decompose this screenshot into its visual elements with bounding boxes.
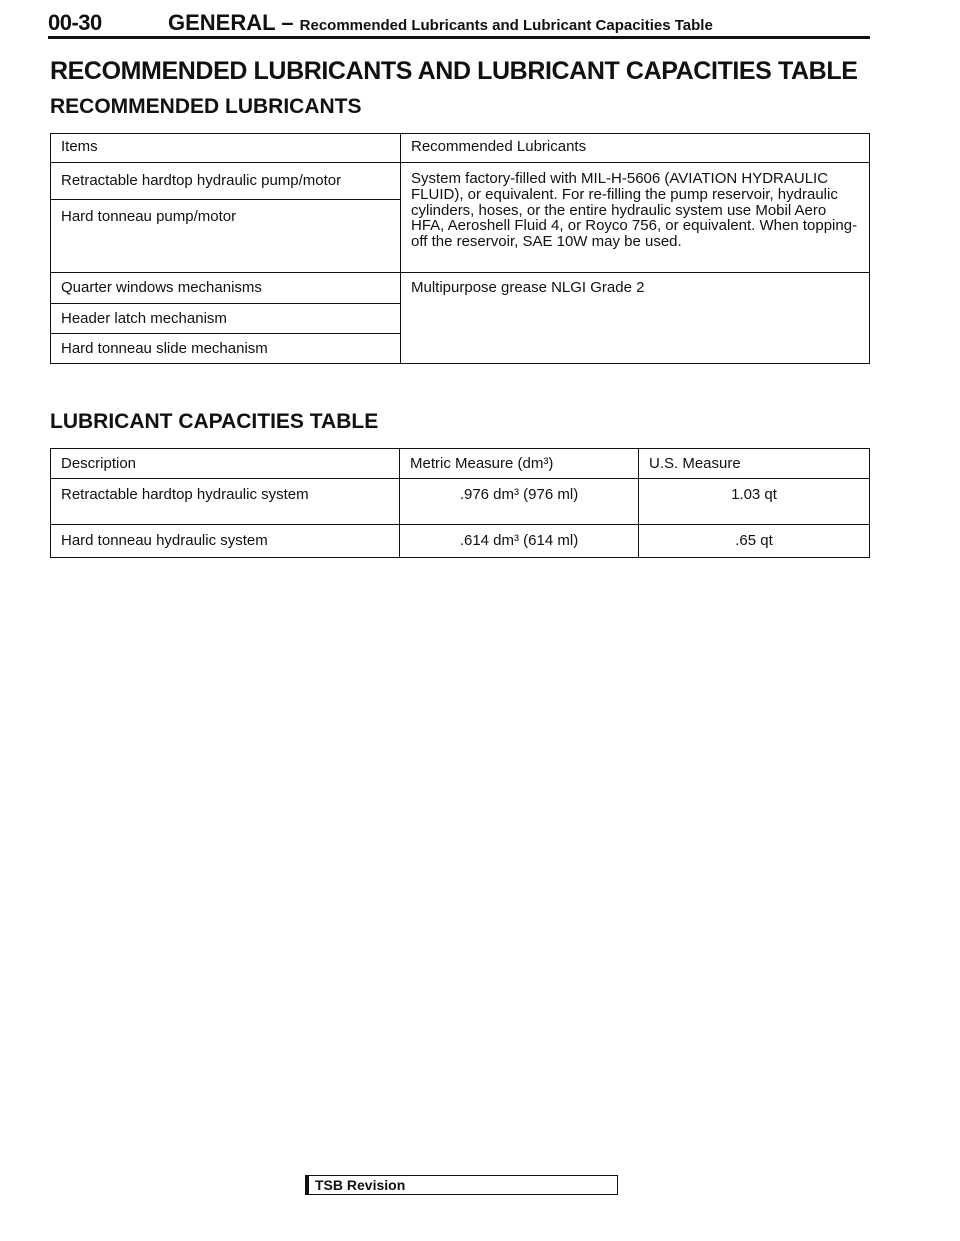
- table-header-row: [51, 134, 870, 163]
- description-cell: Hard tonneau hydraulic system: [51, 525, 400, 558]
- lubricants-column-header: Recommended Lubricants: [401, 134, 870, 163]
- section-title: [168, 10, 713, 36]
- us-cell: .65 qt: [639, 525, 870, 558]
- items-column-header: Items: [51, 134, 401, 163]
- metric-cell: .614 dm³ (614 ml): [400, 525, 639, 558]
- lubricants-heading: RECOMMENDED LUBRICANTS: [50, 95, 362, 118]
- page-title: RECOMMENDED LUBRICANTS AND LUBRICANT CAPACITIES TABLE: [50, 57, 858, 85]
- us-column-header: U.S. Measure: [639, 449, 870, 479]
- table-row: [51, 479, 870, 525]
- grease-lubricant-cell: Multipurpose grease NLGI Grade 2: [401, 273, 870, 364]
- table-row: [51, 163, 870, 200]
- item-cell: Quarter windows mechanisms: [51, 273, 401, 304]
- hydraulic-lubricant-cell: System factory-filled with MIL-H-5606 (AVIATION HYDRAULIC FLUID), or equivalent. For re-filling the pump reservoir, hydraulic cylinders, hoses, or the entire hydraulic system use Mobil Aero HFA, Aeroshell Fluid 4, or Royco 756, or equivalent. When topping-off the reservoir, SAE 10W may be used.: [401, 163, 870, 273]
- section-name: GENERAL: [168, 10, 276, 35]
- page-number: 00-30: [48, 10, 102, 35]
- item-cell: Header latch mechanism: [51, 304, 401, 334]
- metric-cell: .976 dm³ (976 ml): [400, 479, 639, 525]
- capacities-table: [50, 448, 870, 558]
- table-row: [51, 525, 870, 558]
- item-cell: Hard tonneau slide mechanism: [51, 334, 401, 364]
- section-separator: –: [275, 10, 300, 35]
- capacities-heading: LUBRICANT CAPACITIES TABLE: [50, 410, 379, 433]
- section-topic: Recommended Lubricants and Lubricant Capacities Table: [299, 17, 713, 34]
- table-row: [51, 273, 870, 304]
- item-cell: Hard tonneau pump/motor: [51, 200, 401, 273]
- description-cell: Retractable hardtop hydraulic system: [51, 479, 400, 525]
- lubricants-table: [50, 133, 870, 364]
- description-column-header: Description: [51, 449, 400, 479]
- us-cell: 1.03 qt: [639, 479, 870, 525]
- table-header-row: [51, 449, 870, 479]
- metric-column-header: Metric Measure (dm³): [400, 449, 639, 479]
- page-header: [48, 10, 870, 39]
- tsb-revision-label: TSB Revision: [315, 1177, 406, 1193]
- tsb-revision-box: [305, 1175, 618, 1195]
- item-cell: Retractable hardtop hydraulic pump/motor: [51, 163, 401, 200]
